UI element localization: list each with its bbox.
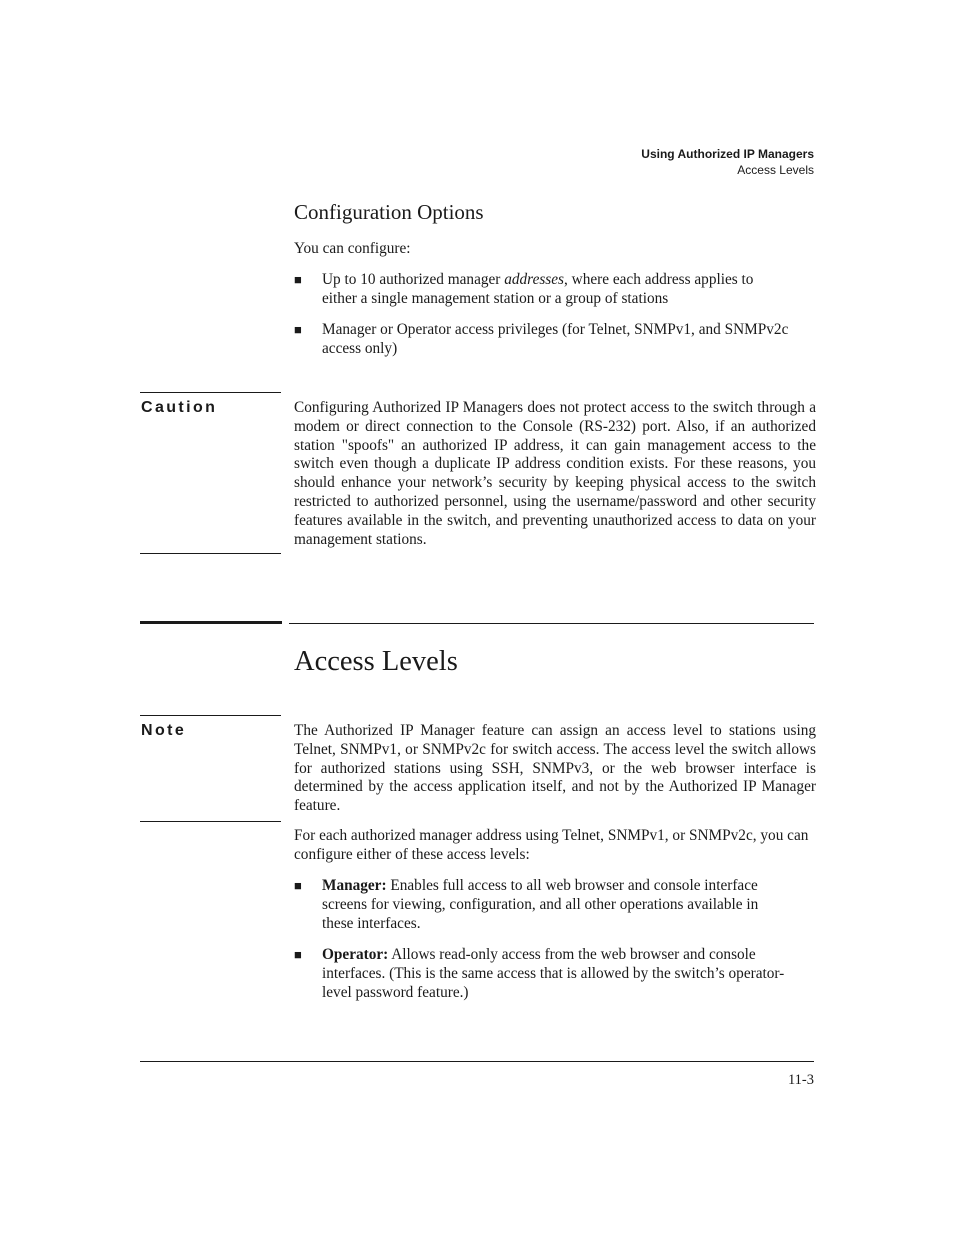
list-item-text: Up to 10 authorized manager addresses, where each address applies to either a single management station or a group of stations	[322, 271, 754, 307]
bullet-icon: ■	[294, 322, 302, 337]
footer-rule	[140, 1061, 814, 1062]
running-header-title: Using Authorized IP Managers	[641, 147, 814, 161]
note-text: The Authorized IP Manager feature can assign an access level to stations using Telnet, SNMPv1, or SNMPv2c for switch access. The access level the switch allows for authorized stations using SSH, SNMPv3, or the web browser interface is determined by the access application itself, and not by the Authorized IP Manager feature.	[294, 722, 816, 815]
caution-bottom-rule	[140, 553, 281, 554]
caution-text: Configuring Authorized IP Managers does not protect access to the switch through a modem or direct connection to the Console (RS-232) port. Also, if an authorized station "spoofs" an authorized IP address, it can gain management access to the switch even though a duplicate IP address condition exists. For these reasons, you should enhance your network’s security by keeping physical access to the switch restricted to authorized personnel, using the username/password and other security features available in the switch, and preventing unauthorized access to data on your management stations.	[294, 399, 816, 548]
running-header-section: Access Levels	[737, 163, 814, 177]
section-heading-configuration-options: Configuration Options	[294, 200, 484, 224]
note-top-rule	[140, 715, 281, 716]
list-item-text: Operator: Allows read-only access from the web browser and console interfaces. (This is the same access that is allowed by the switch’s operator-level password feature.)	[322, 946, 785, 1001]
list-item-text: Manager: Enables full access to all web browser and console interface screens for viewing, configuration, and all other operations available in these interfaces.	[322, 877, 759, 932]
access-levels-paragraph: For each authorized manager address using Telnet, SNMPv1, or SNMPv2c, you can configure either of these access levels:	[294, 827, 809, 863]
page-number: 11-3	[787, 1072, 814, 1088]
section-right-rule	[289, 623, 814, 624]
bullet-icon: ■	[294, 947, 302, 962]
caution-label: Caution	[141, 399, 218, 416]
section-heading-access-levels: Access Levels	[294, 646, 458, 677]
note-label: Note	[141, 722, 187, 739]
intro-paragraph: You can configure:	[294, 240, 411, 257]
caution-top-rule	[140, 392, 281, 393]
bullet-icon: ■	[294, 272, 302, 287]
bullet-icon: ■	[294, 878, 302, 893]
note-bottom-rule	[140, 821, 281, 822]
section-left-rule	[140, 621, 282, 624]
list-item-text: Manager or Operator access privileges (for Telnet, SNMPv1, and SNMPv2c access only)	[322, 321, 789, 357]
